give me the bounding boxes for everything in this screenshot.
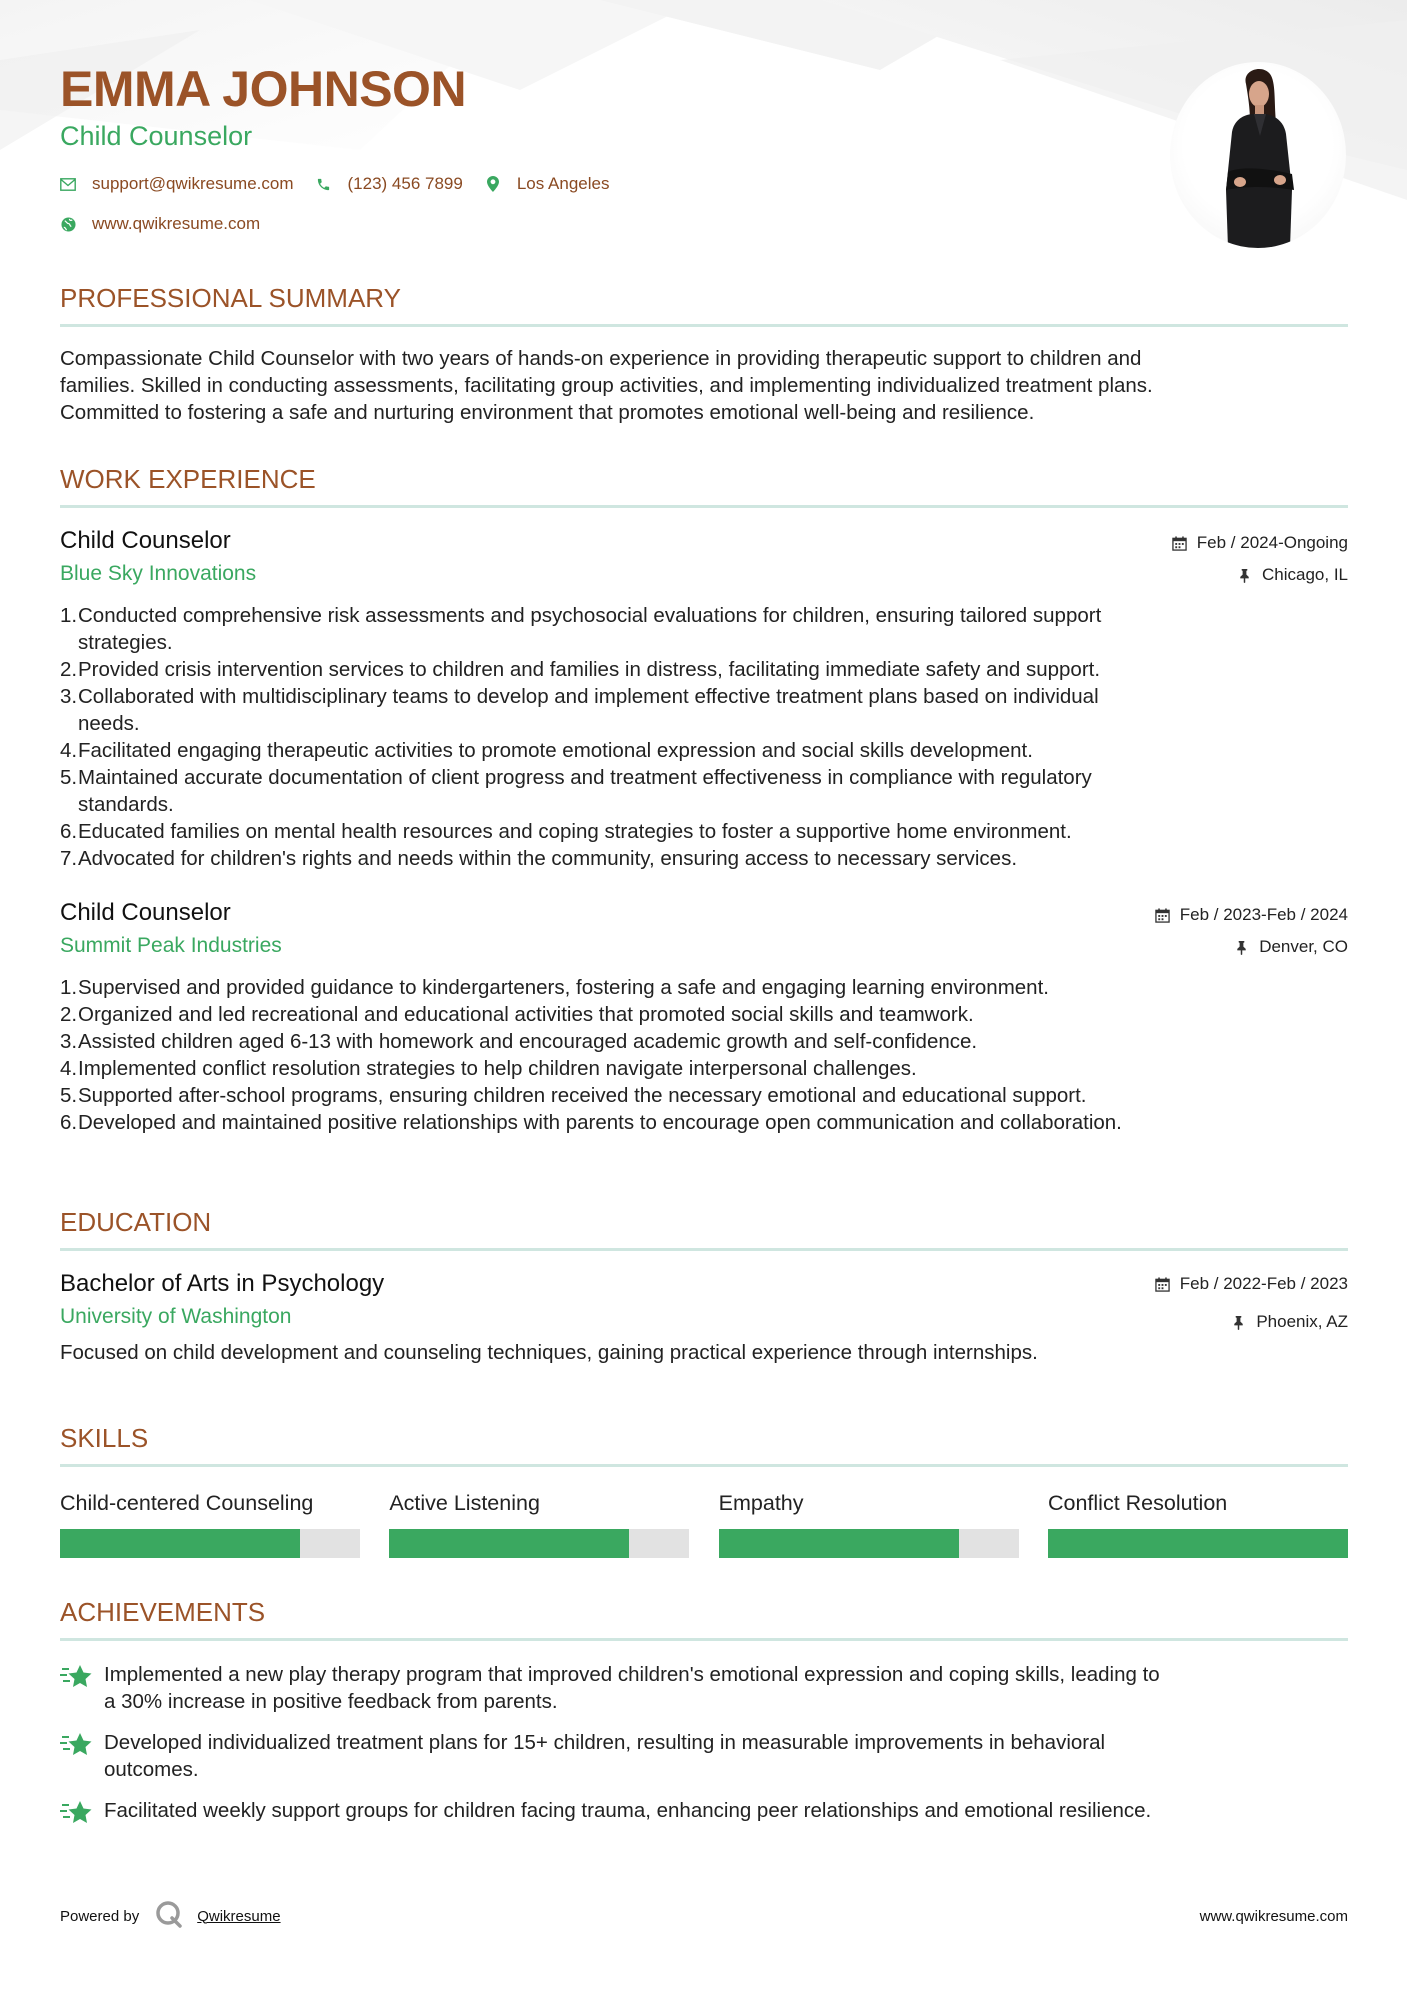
list-item: 4. Implemented conflict resolution strategies to help children navigate interpersonal challenges. — [60, 1057, 917, 1080]
job-bullets — [60, 974, 1348, 1136]
skill-bar-fill — [60, 1529, 300, 1558]
list-item: 5. Supported after-school programs, ensuring children received the necessary emotional and educational support. — [60, 1084, 1087, 1107]
powered-by — [60, 1900, 281, 1932]
job-dates — [1172, 532, 1348, 554]
job-title: Child Counselor — [60, 527, 231, 554]
achievement-item — [60, 1661, 1348, 1715]
job-dates — [1155, 904, 1348, 926]
section-divider — [60, 1638, 1348, 1641]
calendar-icon — [1155, 1277, 1170, 1292]
list-item: 6. Developed and maintained positive relationships with parents to encourage open communication and collaboration. — [60, 1111, 1122, 1134]
summary-heading: PROFESSIONAL SUMMARY — [60, 283, 401, 313]
resume-header — [60, 60, 1160, 234]
experience-section — [60, 463, 1348, 1136]
powered-by-label: Powered by — [60, 1907, 140, 1925]
achievements-section — [60, 1596, 1348, 1827]
skill-item — [719, 1489, 1019, 1558]
website-text: www.qwikresume.com — [92, 214, 261, 233]
skill-bar — [719, 1529, 1019, 1558]
contact-website[interactable] — [60, 214, 260, 234]
pushpin-icon — [1234, 940, 1249, 955]
phone-text: (123) 456 7899 — [347, 174, 463, 193]
location-text: Los Angeles — [516, 174, 610, 193]
achievement-item — [60, 1797, 1348, 1827]
person-silhouette-icon — [1170, 62, 1346, 248]
education-dates-text: Feb / 2022-Feb / 2023 — [1179, 1274, 1348, 1293]
list-item: 3. Assisted children aged 6-13 with homework and encouraged academic growth and self-confidence. — [60, 1030, 978, 1053]
list-item: 1. Conducted comprehensive risk assessments and psychosocial evaluations for children, ensuring tailored support strategies. — [60, 604, 1102, 654]
calendar-icon — [1172, 536, 1187, 551]
degree-title: Bachelor of Arts in Psychology — [60, 1270, 385, 1297]
list-item: 3. Collaborated with multidisciplinary teams to develop and implement effective treatment plans based on individual needs. — [60, 685, 1099, 735]
job-header — [60, 526, 1348, 588]
contact-phone[interactable] — [316, 174, 463, 194]
achievement-text: Developed individualized treatment plans for 15+ children, resulting in measurable improvements in behavioral outcomes. — [104, 1731, 1106, 1781]
map-pin-icon — [485, 176, 501, 192]
job-bullets — [60, 602, 1348, 872]
skill-bar — [60, 1529, 360, 1558]
education-header — [60, 1269, 1348, 1333]
education-heading: EDUCATION — [60, 1207, 212, 1237]
list-item: 7. Advocated for children's rights and needs within the community, ensuring access to necessary services. — [60, 847, 1018, 870]
skill-item — [1048, 1489, 1348, 1558]
skill-label: Conflict Resolution — [1047, 1491, 1228, 1515]
contact-row-website — [60, 214, 1160, 234]
job-dates-text: Feb / 2023-Feb / 2024 — [1179, 905, 1348, 924]
job-location-text: Denver, CO — [1259, 937, 1348, 956]
education-description: Focused on child development and counseling techniques, gaining practical experience through internships. — [60, 1341, 1038, 1364]
profile-photo — [1170, 62, 1346, 248]
job-company: Summit Peak Industries — [60, 934, 282, 957]
section-divider — [60, 1464, 1348, 1467]
list-item: 6. Educated families on mental health resources and coping strategies to foster a supportive home environment. — [60, 820, 1072, 843]
skill-label: Child-centered Counseling — [60, 1491, 314, 1515]
job-entry — [60, 898, 1348, 1136]
list-item: 1. Supervised and provided guidance to kindergarteners, fostering a safe and engaging learning environment. — [60, 976, 1049, 999]
section-divider — [60, 324, 1348, 327]
email-text: support@qwikresume.com — [92, 174, 294, 193]
pushpin-icon — [1237, 568, 1252, 583]
list-item: 2. Organized and led recreational and educational activities that promoted social skills and teamwork. — [60, 1003, 974, 1026]
skills-section — [60, 1422, 1348, 1558]
skill-bar-fill — [719, 1529, 959, 1558]
section-divider — [60, 505, 1348, 508]
pushpin-icon — [1231, 1315, 1246, 1330]
job-header — [60, 898, 1348, 960]
achievement-item — [60, 1729, 1348, 1783]
list-item: 4. Facilitated engaging therapeutic activities to promote emotional expression and social skills development. — [60, 739, 1033, 762]
star-badge-icon — [60, 1661, 94, 1691]
candidate-title: Child Counselor — [60, 121, 253, 151]
contact-location — [485, 174, 610, 194]
list-item: 2. Provided crisis intervention services to children and families in distress, facilitating immediate safety and support. — [60, 658, 1101, 681]
education-location — [1155, 1311, 1348, 1333]
achievement-text: Implemented a new play therapy program that improved children's emotional expression and coping skills, leading to a 30% increase in positive feedback from parents. — [104, 1663, 1160, 1713]
star-badge-icon — [60, 1729, 94, 1759]
summary-text — [60, 345, 1348, 426]
achievements-heading: ACHIEVEMENTS — [60, 1597, 266, 1627]
summary-line: Compassionate Child Counselor with two years of hands-on experience in providing therapeutic support to children and — [60, 347, 1142, 370]
section-divider — [60, 1248, 1348, 1251]
skill-label: Empathy — [718, 1491, 804, 1515]
skill-bar-fill — [389, 1529, 629, 1558]
skill-bar-fill — [1048, 1529, 1348, 1558]
summary-line: families. Skilled in conducting assessments, facilitating group activities, and implementing individualized treatment plans. — [60, 374, 1153, 397]
job-location — [1155, 936, 1348, 958]
phone-icon — [316, 176, 332, 192]
summary-section — [60, 282, 1348, 426]
job-title: Child Counselor — [60, 899, 231, 926]
experience-heading: WORK EXPERIENCE — [60, 464, 316, 494]
calendar-icon — [1155, 908, 1170, 923]
summary-line: Committed to fostering a safe and nurturing environment that promotes emotional well-being and resilience. — [60, 401, 1035, 424]
contact-row — [60, 174, 1160, 194]
skill-item — [60, 1489, 360, 1558]
job-company: Blue Sky Innovations — [60, 562, 257, 585]
envelope-icon — [60, 176, 76, 192]
qwikresume-link[interactable]: Qwikresume — [197, 1907, 281, 1925]
achievement-text: Facilitated weekly support groups for children facing trauma, enhancing peer relationships and emotional resilience. — [104, 1799, 1152, 1822]
skills-list — [60, 1489, 1348, 1558]
page-footer — [60, 1900, 1348, 1932]
job-location-text: Chicago, IL — [1262, 565, 1348, 584]
list-item: 5. Maintained accurate documentation of client progress and treatment effectiveness in compliance with regulatory standards. — [60, 766, 1092, 816]
education-dates — [1155, 1273, 1348, 1295]
job-entry — [60, 526, 1348, 872]
skill-bar — [1048, 1529, 1348, 1558]
globe-icon — [60, 216, 76, 232]
education-location-text: Phoenix, AZ — [1256, 1312, 1348, 1331]
school-name: University of Washington — [60, 1305, 292, 1328]
star-badge-icon — [60, 1797, 94, 1827]
skills-heading: SKILLS — [60, 1423, 149, 1453]
candidate-name: EMMA JOHNSON — [60, 61, 467, 117]
skill-bar — [389, 1529, 689, 1558]
qwikresume-logo-icon — [155, 1900, 183, 1932]
skill-label: Active Listening — [389, 1491, 540, 1515]
job-dates-text: Feb / 2024-Ongoing — [1196, 533, 1348, 552]
skill-item — [389, 1489, 689, 1558]
education-section — [60, 1206, 1348, 1366]
footer-website[interactable]: www.qwikresume.com — [1199, 1907, 1348, 1925]
job-location — [1172, 564, 1348, 586]
contact-email[interactable] — [60, 174, 294, 194]
